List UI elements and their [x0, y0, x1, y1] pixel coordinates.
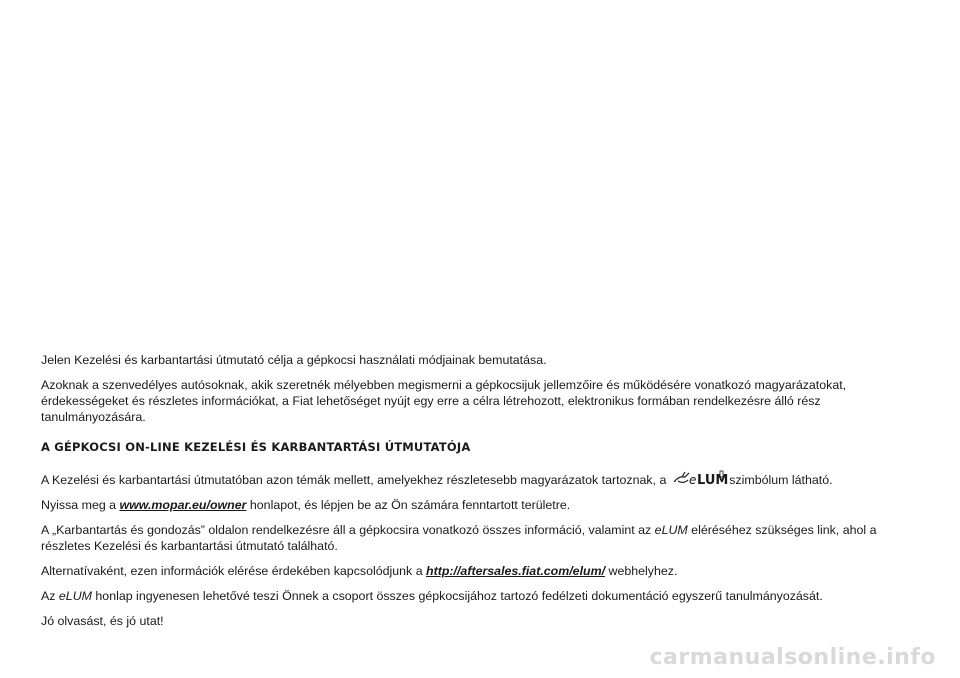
watermark: carmanualsonline.info [649, 645, 936, 670]
elum-paragraph [41, 588, 921, 604]
maintenance-paragraph [41, 522, 921, 554]
symbol-paragraph [41, 469, 921, 488]
alternative-paragraph-text-before: Alternatívaként, ezen információk elérése érdekében kapcsolódjunk a [41, 564, 427, 578]
mopar-paragraph-text-after: honlapot, és lépjen be az Ön számára fenntartott területre. [249, 498, 571, 512]
aftersales-link[interactable]: http://aftersales.fiat.com/elum/ [426, 564, 606, 578]
mopar-owner-link[interactable]: www.mopar.eu/owner [119, 498, 247, 512]
closing-paragraph: Jó olvasást, és jó utat! [41, 614, 164, 628]
symbol-paragraph-text-before: A Kezelési és karbantartási útmutatóban azon témák mellett, amelyekhez részletesebb magyarázatok tartoznak, a [41, 473, 670, 487]
elum-paragraph-text-after: honlap ingyenesen lehetővé teszi Önnek a csoport összes gépkocsijához tartozó fedélzeti dokumentáció egyszerű tanulmányozását. [91, 589, 823, 603]
alternative-paragraph [41, 563, 921, 579]
maintenance-paragraph-text-after: eléréséhez szükséges link, ahol a részletes Kezelési és karbantartási útmutató található. [41, 523, 877, 553]
symbol-paragraph-text-after: szimbólum látható. [725, 473, 833, 487]
mopar-paragraph [41, 497, 921, 513]
alternative-paragraph-text-after: webhelyhez. [605, 564, 678, 578]
elum-term: eLUM [654, 523, 688, 537]
elum-symbol-icon [672, 469, 729, 488]
document-body [41, 352, 921, 638]
section-heading: A GÉPKOCSI ON-LINE KEZELÉSI ÉS KARBANTARTÁSI ÚTMUTATÓJA [41, 440, 471, 454]
svg-text:LUM: LUM [696, 473, 729, 488]
elum-paragraph-text-before: Az [41, 589, 59, 603]
intro-paragraph: Jelen Kezelési és karbantartási útmutató célja a gépkocsi használati módjainak bemutatása. [41, 353, 547, 367]
enthusiasts-paragraph: Azoknak a szenvedélyes autósoknak, akik szeretnék mélyebben megismerni a gépkocsijuk jellemzőire és működésére vonatkozó magyarázatokat, érdekességeket és részletes információkat, a Fiat lehetőséget nyújt egy erre a célra létrehozott, elektronikus formában rendelkezésre álló rész tanulmányozására. [41, 378, 847, 424]
svg-text:e: e [688, 473, 697, 487]
elum-term: eLUM [58, 589, 92, 603]
maintenance-paragraph-text-before: A „Karbantartás és gondozás” oldalon rendelkezésre áll a gépkocsira vonatkozó összes információ, valamint az [41, 523, 655, 537]
mopar-paragraph-text-before: Nyissa meg a [41, 498, 120, 512]
